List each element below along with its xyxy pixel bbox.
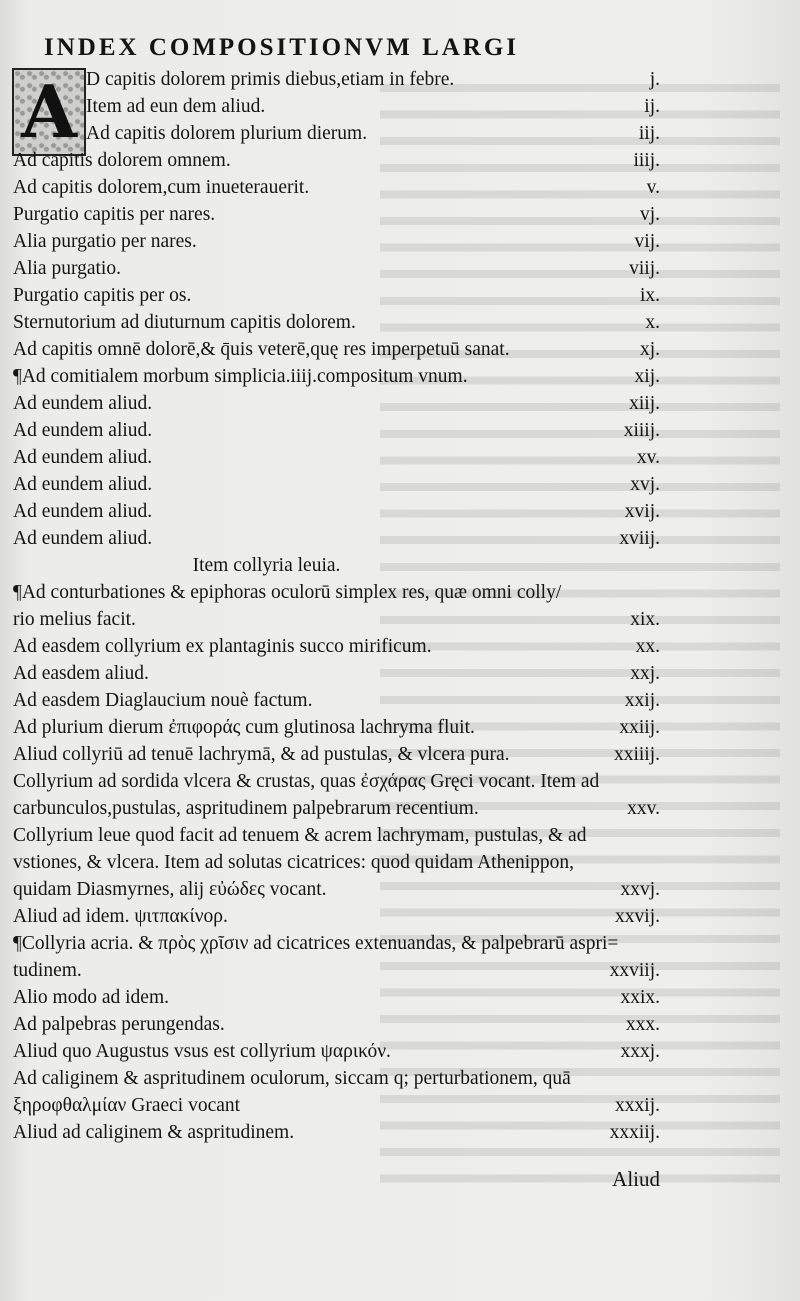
index-entry-number: x. xyxy=(645,312,660,333)
index-entry-number: xxj. xyxy=(630,663,660,684)
index-entry xyxy=(13,417,660,444)
index-entry-number: xxvij. xyxy=(615,906,660,927)
index-entry-text: Ad capitis omnē dolorē,& q̄uis veterē,quę res imperpetuū sanat. xyxy=(13,339,510,360)
index-entry xyxy=(13,930,660,957)
index-entry-text: Ad eundem aliud. xyxy=(13,447,153,468)
index-entry xyxy=(13,579,660,606)
index-entry-text: Ad capitis dolorem plurium dierum. xyxy=(86,123,368,144)
index-entry xyxy=(13,282,660,309)
index-entry xyxy=(13,957,660,984)
index-entry-text: Item ad eun dem aliud. xyxy=(86,96,266,117)
index-entry-text: Ad plurium dierum ἐπιφοράς cum glutinosa lachryma fluit. xyxy=(13,717,475,738)
index-entry xyxy=(13,633,660,660)
index-entry xyxy=(86,66,660,93)
index-entry xyxy=(13,822,660,849)
index-entry-text: Ad capitis dolorem omnem. xyxy=(13,150,231,171)
index-entry-number: xvij. xyxy=(624,501,660,522)
index-entry-number: xxvj. xyxy=(620,879,660,900)
index-entry xyxy=(13,1038,660,1065)
index-entry-number: xvj. xyxy=(630,474,660,495)
index-entry-number: xij. xyxy=(634,366,660,387)
index-entry xyxy=(86,120,660,147)
index-entry xyxy=(86,93,660,120)
index-entry-text: Ad caliginem & aspritudinem oculorum, siccam q; perturbationem, quā xyxy=(13,1068,571,1089)
index-entry-number: xxij. xyxy=(624,690,660,711)
index-entry-number: ij. xyxy=(644,96,660,117)
index-entry-text: Aliud ad idem. ψιτπακίνορ. xyxy=(13,906,228,927)
index-entry-text: ¶Ad comitialem morbum simplicia.iiij.compositum vnum. xyxy=(13,366,468,387)
index-entry-text: ¶Ad conturbationes & epiphoras oculorū simplex res, quæ omni colly/ xyxy=(13,582,562,603)
index-entry-text: tudinem. xyxy=(13,960,82,981)
index-entry-number: j. xyxy=(649,69,660,90)
index-entry-text: Ad eundem aliud. xyxy=(13,501,153,522)
index-entry xyxy=(13,876,660,903)
index-entry xyxy=(13,201,660,228)
index-entry xyxy=(13,444,660,471)
index-entry-text: ξηροφθαλμίαν Graeci vocant xyxy=(13,1095,241,1116)
index-entry-text: rio melius facit. xyxy=(13,609,136,630)
index-entry-number: xxx. xyxy=(625,1014,660,1035)
index-entry xyxy=(13,228,660,255)
index-entry-text: Ad eundem aliud. xyxy=(13,528,153,549)
index-entry-number: xxiij. xyxy=(619,717,660,738)
index-entry-number: xxxiij. xyxy=(609,1122,660,1143)
index-entry-number: xxiiij. xyxy=(613,744,660,765)
index-entry-text: Alia purgatio per nares. xyxy=(13,231,197,252)
index-entry-number: xxix. xyxy=(620,987,660,1008)
running-head: INDEX COMPOSITIONVM LARGI xyxy=(44,34,520,61)
index-entry-text: Item collyria leuia. xyxy=(192,555,341,576)
index-entry-text: Aliud ad caliginem & aspritudinem. xyxy=(13,1122,295,1143)
index-entry-text: quidam Diasmyrnes, alij εὐώδες vocant. xyxy=(13,879,327,900)
index-entry-text: ¶Collyria acria. & πρὸς χρῖσιν ad cicatrices extenuandas, & palpebrarū aspri= xyxy=(13,933,619,954)
index-entry xyxy=(13,174,660,201)
index-entry-text: Ad eundem aliud. xyxy=(13,393,153,414)
index-entry xyxy=(13,336,660,363)
index-entry-text: Alio modo ad idem. xyxy=(13,987,169,1008)
index-entry-text: Ad easdem aliud. xyxy=(13,663,149,684)
catchword: Aliud xyxy=(612,1167,660,1191)
index-entry xyxy=(13,714,660,741)
index-entry-number: vj. xyxy=(639,204,660,225)
index-entry-number: xix. xyxy=(630,609,660,630)
index-entry-text: Purgatio capitis per os. xyxy=(13,285,192,306)
index-entry-text: Ad capitis dolorem,cum inueterauerit. xyxy=(13,177,310,198)
index-entry-text: D capitis dolorem primis diebus,etiam in febre. xyxy=(86,69,455,90)
index-entry xyxy=(13,309,660,336)
index-entry xyxy=(13,525,660,552)
index-entry xyxy=(13,390,660,417)
index-entry-text: Ad palpebras perungendas. xyxy=(13,1014,225,1035)
index-entry-number: iiij. xyxy=(633,150,660,171)
index-entry xyxy=(13,255,660,282)
index-entry-text: Ad easdem collyrium ex plantaginis succo mirificum. xyxy=(13,636,432,657)
index-entry-number: xx. xyxy=(635,636,660,657)
index-entry-text: Alia purgatio. xyxy=(13,258,121,279)
index-entry xyxy=(13,1119,660,1146)
index-entry xyxy=(13,363,660,390)
index-entry xyxy=(13,849,660,876)
index-entry-number: iij. xyxy=(638,123,660,144)
index-entry-number: v. xyxy=(646,177,660,198)
index-entry-number: xxxj. xyxy=(620,1041,660,1062)
index-entry-text: Aliud collyriū ad tenuē lachrymā, & ad pustulas, & vlcera pura. xyxy=(13,744,510,765)
index-entry xyxy=(13,768,660,795)
index-entry-number: xiij. xyxy=(629,393,660,414)
index-entry-number: ix. xyxy=(639,285,660,306)
index-entry xyxy=(13,741,660,768)
index-entry xyxy=(13,606,660,633)
index-entry-number: xviij. xyxy=(619,528,660,549)
index-entry xyxy=(13,498,660,525)
index-entry xyxy=(13,552,660,579)
index-entry xyxy=(13,471,660,498)
index-entry-number: xj. xyxy=(639,339,660,360)
index-entry-text: vstiones, & vlcera. Item ad solutas cicatrices: quod quidam Athenippon, xyxy=(13,852,575,873)
index-entry-text: Ad eundem aliud. xyxy=(13,420,153,441)
index-entry-number: xiiij. xyxy=(623,420,660,441)
index-entry-text: Ad easdem Diaglaucium nouè factum. xyxy=(13,690,313,711)
index-entry-text: Purgatio capitis per nares. xyxy=(13,204,216,225)
decorated-initial-letter: A xyxy=(21,69,77,154)
index-entry-text: Aliud quo Augustus vsus est collyrium ψαρικόν. xyxy=(13,1041,391,1062)
index-entry-text: Sternutorium ad diuturnum capitis dolorem. xyxy=(13,312,356,333)
index-entry xyxy=(13,984,660,1011)
index-entry xyxy=(13,147,660,174)
index-entry-number: xxviij. xyxy=(609,960,660,981)
index-entry-text: Ad eundem aliud. xyxy=(13,474,153,495)
index-entry xyxy=(13,1092,660,1119)
index-entry xyxy=(13,660,660,687)
index-entry-number: xxv. xyxy=(627,798,660,819)
index-entry-number: xxxij. xyxy=(615,1095,660,1116)
index-entry-number: viij. xyxy=(629,258,660,279)
index-entry-number: vij. xyxy=(634,231,660,252)
index-entry-text: carbunculos,pustulas, aspritudinem palpebrarum recentium. xyxy=(13,798,479,819)
index-entry-text: Collyrium ad sordida vlcera & crustas, quas ἐσχάρας Gręci vocant. Item ad xyxy=(13,771,600,792)
index-entry xyxy=(13,795,660,822)
index-entry xyxy=(13,687,660,714)
index-entry xyxy=(13,1011,660,1038)
index-entry xyxy=(13,1065,660,1092)
index-entry-text: Collyrium leue quod facit ad tenuem & acrem lachrymam, pustulas, & ad xyxy=(13,825,587,846)
index-entry xyxy=(13,903,660,930)
index-entry-number: xv. xyxy=(636,447,660,468)
